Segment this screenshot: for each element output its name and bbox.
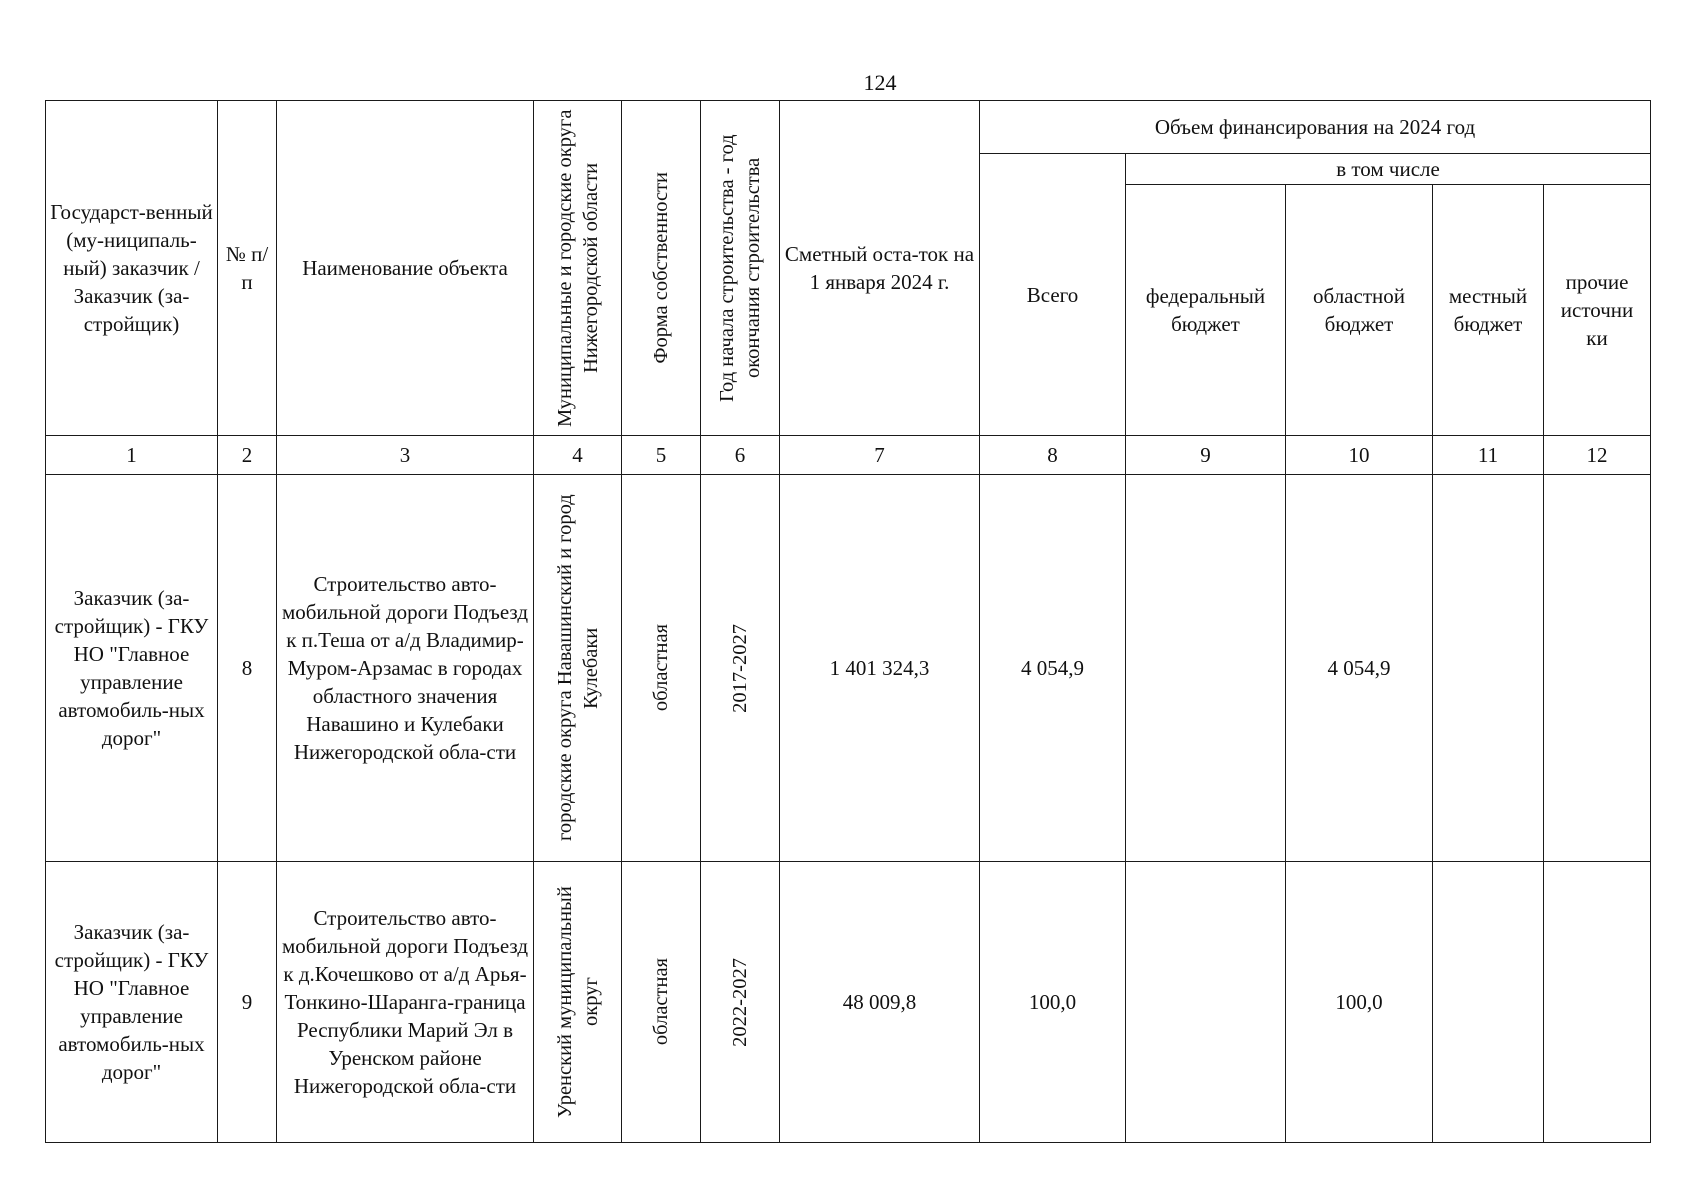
column-number: 12 [1544, 436, 1651, 475]
cell-number: 9 [218, 862, 277, 1143]
cell-ownership: областная [622, 862, 701, 1143]
cell-federal [1126, 475, 1286, 862]
header-customer: Государст-венный (му-ниципаль-ный) заказчик / Заказчик (за-стройщик) [46, 101, 218, 436]
header-number: № п/п [218, 101, 277, 436]
column-number: 1 [46, 436, 218, 475]
cell-ownership: областная [622, 475, 701, 862]
header-financing-group: Объем финансирования на 2024 год [980, 101, 1651, 154]
header-estimate: Сметный оста-ток на 1 января 2024 г. [780, 101, 980, 436]
header-ownership: Форма собственности [622, 101, 701, 436]
column-number: 8 [980, 436, 1126, 475]
column-number: 9 [1126, 436, 1286, 475]
cell-regional: 100,0 [1286, 862, 1433, 1143]
cell-estimate: 48 009,8 [780, 862, 980, 1143]
cell-municipality: Уренский муниципальный округ [534, 862, 622, 1143]
table-row [46, 475, 1651, 862]
cell-municipality: городские округа Навашинский и город Кулебаки [534, 475, 622, 862]
cell-regional: 4 054,9 [1286, 475, 1433, 862]
cell-years: 2017-2027 [701, 475, 780, 862]
header-municipality: Муниципальные и городские округа Нижегородской области [534, 101, 622, 436]
column-number: 2 [218, 436, 277, 475]
cell-object-name: Строительство авто-мобильной дороги Подъезд к п.Теша от а/д Владимир-Муром-Арзамас в городах областного значения Навашино и Кулебаки Нижегородской обла-сти [277, 475, 534, 862]
cell-total: 100,0 [980, 862, 1126, 1143]
header-total: Всего [980, 154, 1126, 436]
column-numbers-row [46, 436, 1651, 475]
column-number: 4 [534, 436, 622, 475]
cell-total: 4 054,9 [980, 475, 1126, 862]
cell-other [1544, 862, 1651, 1143]
column-number: 11 [1433, 436, 1544, 475]
header-years: Год начала строительства - год окончания строительства [701, 101, 780, 436]
header-other: прочие источни ки [1544, 185, 1651, 436]
cell-customer: Заказчик (за-стройщик) - ГКУ НО "Главное управление автомобиль-ных дорог" [46, 475, 218, 862]
column-number: 3 [277, 436, 534, 475]
header-regional: областной бюджет [1286, 185, 1433, 436]
financing-table [45, 100, 1651, 1143]
column-number: 10 [1286, 436, 1433, 475]
cell-local [1433, 475, 1544, 862]
header-including: в том числе [1126, 154, 1651, 185]
cell-other [1544, 475, 1651, 862]
page-number: 124 [863, 70, 897, 95]
cell-years: 2022-2027 [701, 862, 780, 1143]
table-row [46, 862, 1651, 1143]
cell-estimate: 1 401 324,3 [780, 475, 980, 862]
column-number: 6 [701, 436, 780, 475]
cell-number: 8 [218, 475, 277, 862]
header-object-name: Наименование объекта [277, 101, 534, 436]
column-number: 7 [780, 436, 980, 475]
cell-customer: Заказчик (за-стройщик) - ГКУ НО "Главное управление автомобиль-ных дорог" [46, 862, 218, 1143]
header-federal: федеральный бюджет [1126, 185, 1286, 436]
cell-federal [1126, 862, 1286, 1143]
column-number: 5 [622, 436, 701, 475]
header-local: местный бюджет [1433, 185, 1544, 436]
cell-local [1433, 862, 1544, 1143]
cell-object-name: Строительство авто-мобильной дороги Подъезд к д.Кочешково от а/д Арья-Тонкино-Шаранга-граница Республики Марий Эл в Уренском районе Нижегородской обла-сти [277, 862, 534, 1143]
